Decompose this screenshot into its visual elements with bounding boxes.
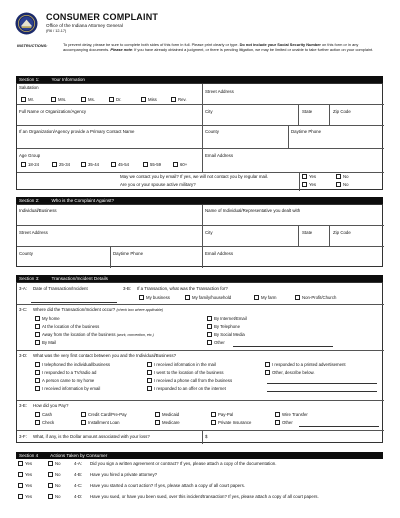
salutation-label: Salutation [19,85,39,90]
your-street-address-field[interactable]: Street Address [205,89,234,94]
occurred-social-media[interactable]: By Social Media [207,332,245,337]
military-question: Are you or your spouse active military? [120,182,196,187]
section2-header: Section 2: Who is the Complaint Against? [16,197,383,204]
q3d-label: What was the very first contact between you and the Individual/Business? [33,353,177,358]
business-street-field[interactable]: Street Address [19,230,48,235]
your-phone-field[interactable]: Daytime Phone [291,129,322,134]
paid-other-field[interactable] [299,426,379,427]
transaction-farm[interactable]: My farm [254,295,277,300]
occurred-other[interactable]: Other [207,340,225,345]
transaction-my-business[interactable]: My business [139,295,170,300]
paid-other[interactable]: Other [275,420,293,425]
q4b-row [16,470,383,480]
business-state-field[interactable]: State [302,230,313,235]
contact-internet-offer[interactable]: I responded to an offer on the internet [147,386,226,391]
instructions-text: To prevent delay, please be sure to complete both sides of this form in full. Please print clearly or type. Do not include your Social Security Number on this form or in any accompanying documents. Please note: If you have already obtained a judgment, or there is pending litigation, we may be limited or unable to take further action on your complaint. [63,42,374,53]
contact-other-line-1[interactable] [267,383,377,384]
business-county-field[interactable]: County [19,251,33,256]
q3b-number: 3-B: [123,286,132,291]
your-state-field[interactable]: State [302,109,313,114]
q4d-text: Have you sued, or have you been sued, over this incident/transaction? If yes, please attach a copy of all court papers. [90,494,319,499]
q4c-text: Have you started a court action? If yes, please attach a copy of all court papers. [90,483,245,488]
q4b-text: Have you hired a private attorney? [90,472,158,477]
your-zip-field[interactable]: Zip Code [333,109,351,114]
section3-table [16,282,383,443]
age-group-label: Age Group [19,153,41,158]
contact-other-line-2[interactable] [267,391,377,392]
q3e-number: 3-E: [19,403,28,408]
q3f-label: What, if any, is the Dollar amount associated with your loss? [33,434,150,439]
section1-table [16,83,383,190]
contact-came-home[interactable]: A person came to my home [35,378,94,383]
contact-tv-radio[interactable]: I responded to a TV/radio ad [35,370,96,375]
q3e-label: How did you Pay? [33,403,69,408]
q4b-no[interactable]: No [48,472,61,477]
your-email-field[interactable]: Email Address [205,153,234,158]
paid-installment-loan[interactable]: Installment Loan [81,420,120,425]
q4c-no[interactable]: No [48,483,61,488]
military-no[interactable]: No [336,182,349,187]
q4c-number: 4-C: [74,483,83,488]
contact-mail[interactable]: I received information in the mail [147,362,216,367]
occurred-internet[interactable]: By Internet/Email [207,316,247,321]
paid-paypal[interactable]: Pay-Pal [211,412,233,417]
q4d-number: 4-D: [74,494,83,499]
transaction-nonprofit[interactable]: Non-Profit/Church [295,295,336,300]
business-zip-field[interactable]: Zip Code [333,230,351,235]
email-contact-no[interactable]: No [336,174,349,179]
q3d-number: 3-D: [19,353,28,358]
section3-header: Section 3: Transaction/Incident Details [16,275,383,282]
salutation-mrs[interactable]: Mrs. [51,97,66,102]
paid-medicare[interactable]: Medicare [155,420,180,425]
age-45-54[interactable]: 45-54 [111,162,129,167]
contact-other[interactable]: Other, describe below. [265,370,315,375]
form-number: (R6 / 12-17) [46,29,67,33]
business-email-field[interactable]: Email Address [205,251,234,256]
paid-credit-card[interactable]: Credit Card/Pre-Pay [81,412,127,417]
form-title: CONSUMER COMPLAINT [46,12,159,22]
contact-went-location[interactable]: I went to the location of the business [147,370,224,375]
occurred-my-home[interactable]: My home [35,316,60,321]
occurred-away-from-business[interactable]: Away from the location of the business (work, convention, etc.) [35,332,154,337]
military-yes[interactable]: Yes [302,182,316,187]
contact-by-email-question: May we contact you by email? If yes, we will not contact you by regular mail. [120,174,269,179]
q3c-number: 3-C: [19,307,28,312]
transaction-family[interactable]: My family/household [185,295,231,300]
age-25-34[interactable]: 25-34 [52,162,70,167]
section1-header: Section 1: Your Information [16,76,383,83]
q4a-no[interactable]: No [48,461,61,466]
paid-wire-transfer[interactable]: Wire Transfer [275,412,308,417]
representative-field[interactable]: Name of Individual/Representative you dealt with [205,208,301,213]
q3c-label: Where did the Transaction/Incident occur? (check box where applicable) [33,307,164,312]
paid-check[interactable]: Check [35,420,54,425]
q3b-label: If a Transaction, what was the Transaction for? [137,286,228,291]
occurred-telephone[interactable]: By Telephone [207,324,240,329]
indiana-seal-icon [15,12,38,35]
loss-amount-field[interactable]: $ [205,434,208,439]
q4d-no[interactable]: No [48,494,61,499]
contact-phone-call[interactable]: I received a phone call from the business [147,378,232,383]
occurred-business-location[interactable]: At the location of the business [35,324,99,329]
transaction-date-field[interactable] [31,302,117,303]
occurred-by-mail[interactable]: By Mail [35,340,56,345]
salutation-rev[interactable]: Rev. [171,97,187,102]
section4-header: Section 4 Actions Taken by Consumer [16,452,383,459]
salutation-ms[interactable]: Ms. [81,97,95,102]
business-city-field[interactable]: City [205,230,213,235]
contact-email[interactable]: I received information by email [35,386,100,391]
salutation-dr[interactable]: Dr. [109,97,122,102]
q4a-text: Did you sign a written agreement or contract? If yes, please attach a copy of the documentation. [90,461,277,466]
full-name-field[interactable]: Full Name or Organization/Agency [19,109,87,114]
salutation-mr[interactable]: Mr. [21,97,34,102]
age-18-24[interactable]: 18-24 [21,162,39,167]
business-phone-field[interactable]: Daytime Phone [113,251,144,256]
q3a-label: Date of Transaction/Incident [33,286,88,291]
your-county-field[interactable]: County [205,129,219,134]
q4c-yes[interactable]: Yes [18,483,32,488]
q4b-number: 4-B: [74,472,83,477]
q4d-row [16,492,383,502]
q4d-yes[interactable]: Yes [18,494,32,499]
paid-private-insurance[interactable]: Private Insurance [211,420,251,425]
office-name: Office of the Indiana Attorney General [46,23,123,28]
org-contact-field[interactable]: If an Organization/Agency provide a Primary Contact Name [19,129,135,134]
paid-medicaid[interactable]: Medicaid [155,412,179,417]
age-55-59[interactable]: 55-59 [143,162,161,167]
contact-telephoned[interactable]: I telephoned the individual/business [35,362,110,367]
q3a-number: 3-A: [19,286,28,291]
instructions-label: INSTRUCTIONS: [17,43,48,48]
q4b-yes[interactable]: Yes [18,472,32,477]
section4-table [16,459,383,502]
q4a-number: 4-A: [74,461,83,466]
q4c-row [16,481,383,491]
email-contact-yes[interactable]: Yes [302,174,316,179]
q4a-yes[interactable]: Yes [18,461,32,466]
q4a-row [16,459,383,469]
q3f-number: 3-F: [19,434,27,439]
paid-cash[interactable]: Cash [35,412,52,417]
occurred-other-field[interactable] [233,346,333,347]
your-city-field[interactable]: City [205,109,213,114]
salutation-miss[interactable]: Miss [141,97,157,102]
contact-printed-ad[interactable]: I responded to a printed advertisement [265,362,346,367]
age-35-44[interactable]: 35-44 [81,162,99,167]
age-60-plus[interactable]: 60+ [173,162,187,167]
business-name-field[interactable]: Individual/Business [19,208,57,213]
section2-table [16,204,383,267]
